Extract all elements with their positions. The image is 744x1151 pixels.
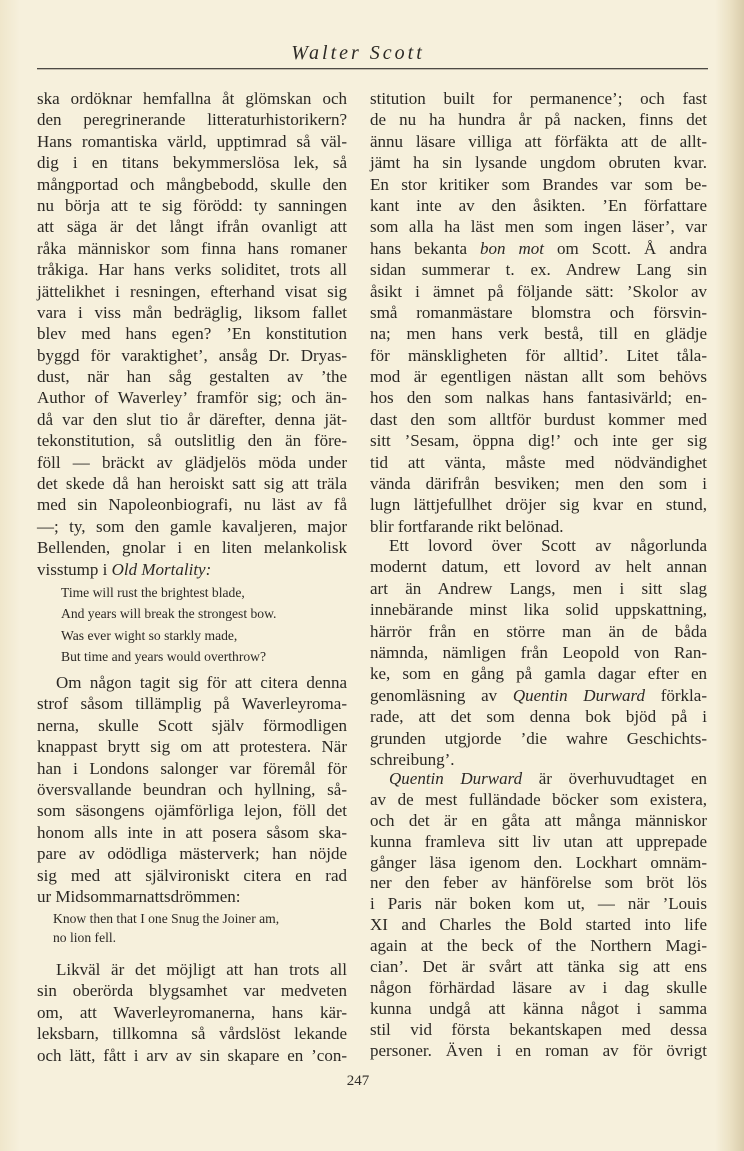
italic-title-text: Quentin Durward — [389, 769, 523, 788]
line-text: stil vid första bekantskapen med dessa — [370, 1019, 707, 1039]
text-line — [37, 559, 347, 580]
text-line — [370, 769, 707, 790]
line-text: XI and Charles the Bold started into life — [370, 915, 707, 935]
line-text: na; men hans verk bestå, till en glädje — [370, 324, 707, 344]
line-text: Bellenden, gnolar i en liten melankolisk — [37, 538, 347, 558]
text-line — [370, 302, 707, 323]
text-line — [370, 494, 707, 515]
line-text: jättelikhet i resningen, efterhand visat sig — [37, 281, 347, 301]
line-text: kunna undgå att känna något i samma — [370, 998, 707, 1018]
line-text: härrör från en större man än de båda — [370, 621, 707, 641]
right-paragraph-1 — [370, 88, 707, 537]
text-line — [370, 621, 707, 642]
line-text: hos den som nalkas hans fantasivärld; en- — [370, 388, 707, 408]
verse-line — [61, 625, 351, 646]
verse-line — [61, 646, 351, 667]
text-line — [370, 216, 707, 237]
line-text: blev med hans egen? ’En konstitution — [37, 324, 347, 344]
text-line — [37, 452, 347, 473]
line-text: again at the beck of the Northern Magi- — [370, 936, 707, 956]
text-line — [37, 366, 347, 387]
line-text: vända därifrån besviken; men den som i — [370, 474, 707, 494]
text-line — [37, 238, 347, 259]
line-text: Likväl är det möjligt att han trots all — [56, 960, 347, 979]
text-line — [370, 873, 707, 894]
line-text: för mänskligheten för alltid’. Litet tåla- — [370, 345, 707, 365]
line-text: schreibung’. — [370, 749, 455, 769]
text-segment: är överhuvudtaget en — [522, 769, 707, 788]
text-line — [370, 832, 707, 853]
left-paragraph-2 — [37, 672, 347, 907]
text-line — [37, 302, 347, 323]
line-text — [370, 686, 707, 705]
line-text: tråkiga. Har hans verks soliditet, trots all — [37, 260, 347, 280]
text-line — [370, 430, 707, 451]
text-line — [370, 387, 707, 408]
right-paragraph-3 — [370, 769, 707, 1061]
line-text: gånger läsa igenom den. Lockhart omnäm- — [370, 852, 707, 872]
line-text: ur Midsommarnattsdrömmen: — [37, 886, 241, 906]
line-text: byggd för varaktighet’, ansåg Dr. Dryas- — [37, 345, 347, 365]
line-text: innebärande minst lika solid uppskattning, — [370, 600, 707, 620]
text-segment: hans bekanta — [370, 238, 481, 258]
text-line — [370, 259, 707, 280]
page-number: 247 — [346, 1073, 370, 1089]
line-text: stitution built for permanence’; och fast — [370, 89, 707, 108]
text-line — [370, 957, 707, 978]
text-line — [37, 980, 347, 1001]
line-text: med sin Napoleonbiografi, nu läst av få — [37, 495, 347, 515]
line-text: ska ordöknar hemfallna åt glömskan och — [37, 89, 347, 108]
text-line — [37, 323, 347, 344]
line-text: grunden utgjorde ’die wahre Geschichts- — [370, 728, 707, 748]
text-line — [37, 736, 347, 757]
text-line — [37, 843, 347, 864]
text-line — [370, 685, 707, 706]
text-line — [37, 516, 347, 537]
verse-line — [61, 582, 351, 603]
text-line — [37, 259, 347, 280]
text-line — [37, 537, 347, 558]
line-text: honom alls inte in att posera såsom ska- — [37, 822, 347, 842]
text-line — [37, 1023, 347, 1044]
line-text: knappast brytt sig om att protestera. När — [37, 737, 347, 757]
line-text: kant inte av den åsikten. ’En författare — [370, 195, 707, 215]
line-text: Know then that I one Snug the Joiner am, — [53, 911, 280, 926]
text-line — [370, 152, 707, 173]
text-line — [37, 216, 347, 237]
italic-title-text: Quentin Durward — [512, 685, 646, 705]
text-line — [370, 366, 707, 387]
line-text: dast den som alltför burdust kommer med — [370, 409, 707, 429]
line-text: mångportad och mångbebodd, skulle den — [37, 174, 347, 194]
left-paragraph-1 — [37, 88, 347, 580]
text-line — [370, 131, 707, 152]
line-text: det skede då han heroiskt satt sig att träla — [37, 474, 347, 494]
line-text: Author of Waverley’ framför sig; och än- — [37, 388, 347, 408]
text-line — [370, 174, 707, 195]
line-text: blir fortfarande rikt belönad. — [370, 516, 564, 536]
text-line — [370, 599, 707, 620]
line-text: och lätt, fått i arv av sin skapare en ’con- — [37, 1045, 347, 1065]
text-line — [37, 1002, 347, 1023]
line-text: i Paris när boken kom ut, — när ’Louis — [370, 894, 707, 914]
line-text: föll — bräckt av glädjelös möda under — [37, 452, 347, 472]
line-text: råka människor som finna hans romaner — [37, 238, 347, 258]
text-line — [37, 345, 347, 366]
text-line — [370, 556, 707, 577]
italic-title-text: bon mot — [480, 238, 545, 258]
left-verse-quote — [61, 582, 351, 667]
text-line — [37, 959, 347, 980]
text-line — [370, 281, 707, 302]
line-text: åsikt i ämnet på följande sätt: ’Skolor av — [370, 281, 707, 301]
line-text: no lion fell. — [53, 930, 117, 945]
text-segment: visstump i — [37, 559, 112, 579]
left-paragraph-3 — [37, 959, 347, 1066]
text-line — [37, 886, 347, 907]
line-text: —; ty, som den gamle kavaljeren, major — [37, 516, 347, 536]
text-line — [37, 822, 347, 843]
text-line — [37, 800, 347, 821]
line-text: vara i viss mån bedräglig, liksom fallet — [37, 302, 347, 322]
text-line — [37, 195, 347, 216]
text-line — [370, 409, 707, 430]
line-text: lugn lättjefullhet dröjer sig kvar en stund, — [370, 495, 707, 515]
text-line — [370, 663, 707, 684]
text-line — [370, 853, 707, 874]
text-line — [370, 811, 707, 832]
line-text: sitt ’Sesam, öppna dig!’ och inte ger sig — [370, 431, 707, 451]
line-text: And years will break the strongest bow. — [61, 606, 277, 622]
line-text: översvallande beundran och hyllning, så- — [37, 779, 347, 799]
line-text: av de mest fulländade böcker som existera, — [370, 789, 707, 809]
line-text: But time and years would overthrow? — [61, 648, 266, 664]
text-line — [370, 936, 707, 957]
line-text: och det är en gåta att många människor — [370, 810, 707, 830]
italic-title-text: Old Mortality: — [111, 559, 212, 579]
line-text: den peregrinerande litteraturhistorikern? — [37, 110, 347, 130]
line-text: då var den slut tio år därefter, denna jät- — [37, 409, 347, 429]
line-text: någon förhärdad läsare av i dag skulle — [370, 977, 707, 997]
line-text: sin oberörda blygsamhet var medveten — [37, 981, 347, 1001]
text-line — [37, 131, 347, 152]
text-line — [370, 452, 707, 473]
text-line — [370, 790, 707, 811]
text-line — [37, 865, 347, 886]
line-text: kunna framleva sitt liv utan att upprepade — [370, 831, 707, 851]
line-text: leksbarn, tillkomna så vårdslöst lekande — [37, 1024, 347, 1044]
line-text: ännu läsare villiga att förfäkta att de allt- — [370, 131, 707, 151]
line-text: mod är egentligen nästan allt som behövs — [370, 367, 707, 387]
text-line — [37, 281, 347, 302]
text-line — [370, 1041, 707, 1062]
line-text: strof såsom tillämplig på Waverleyroma- — [37, 694, 347, 714]
line-text: Was ever wight so starkly made, — [61, 627, 238, 643]
line-text: ner den feber av hänförelse som bröt lös — [370, 873, 707, 893]
line-text: personer. Även i en roman av för övrigt — [370, 1040, 707, 1060]
line-text: ke, som en gång på gamla dagar efter en — [370, 664, 707, 684]
line-text: jämt ha sin lysande ungdom obruten kvar. — [370, 153, 707, 173]
line-text: nerna, skulle Scott själv förmodligen — [37, 715, 347, 735]
line-text: nämnda, nämligen från Leopold von Ran- — [370, 642, 707, 662]
text-segment: förkla- — [645, 685, 707, 705]
verse-line — [53, 909, 347, 928]
text-line — [370, 473, 707, 494]
text-line — [370, 195, 707, 216]
line-text: att säga är det långt ifrån ovanligt att — [37, 217, 347, 237]
text-line — [37, 174, 347, 195]
line-text: cian’. Det är svårt att tänka sig att ens — [370, 957, 707, 977]
text-line — [370, 749, 707, 770]
line-text: Hans romantiska värld, upptimrad så väl- — [37, 131, 347, 151]
text-line — [37, 494, 347, 515]
text-line — [370, 1020, 707, 1041]
verse-line — [61, 603, 351, 624]
line-text: sig med att självironiskt citera en rad — [37, 865, 347, 885]
line-text: dust, när han såg gestalten av ’the — [37, 367, 347, 387]
text-line — [37, 88, 347, 109]
text-line — [37, 109, 347, 130]
text-line — [370, 578, 707, 599]
verse-line — [53, 928, 347, 947]
line-text: som alla ha läst men som ingen läser’, var — [370, 217, 707, 237]
text-line — [37, 387, 347, 408]
text-line — [37, 409, 347, 430]
text-line — [370, 109, 707, 130]
line-text: nu börja att te sig förödd: ty sanningen — [37, 195, 347, 215]
text-line — [37, 473, 347, 494]
text-line — [370, 728, 707, 749]
text-line — [370, 915, 707, 936]
text-line — [370, 894, 707, 915]
text-line — [37, 693, 347, 714]
text-line — [370, 516, 707, 537]
line-text — [370, 239, 707, 258]
line-text: modernt datum, ett lovord av helt annan — [370, 557, 707, 577]
line-text: om, att Waverleyromanerna, hans kär- — [37, 1002, 347, 1022]
line-text — [389, 769, 707, 788]
right-paragraph-2 — [370, 535, 707, 770]
text-line — [370, 345, 707, 366]
line-text: tid att vänta, måste med nödvändighet — [370, 452, 707, 472]
text-line — [37, 758, 347, 779]
running-head-title: Walter Scott — [291, 42, 425, 64]
text-line — [370, 999, 707, 1020]
line-text: Time will rust the brightest blade, — [61, 585, 245, 600]
text-line — [37, 715, 347, 736]
line-text: rade, att det som denna bok bjöd på i — [370, 707, 707, 727]
header-rule — [37, 68, 708, 69]
left-shakespeare-quote — [53, 909, 347, 947]
text-line — [370, 535, 707, 556]
line-text — [37, 560, 211, 579]
line-text: tekonstitution, så outslitlig den än före- — [37, 431, 347, 451]
text-line — [37, 430, 347, 451]
line-text: små romanmästare blomstra och försvin- — [370, 302, 707, 322]
text-line — [37, 779, 347, 800]
text-line — [37, 672, 347, 693]
text-line — [370, 642, 707, 663]
text-line — [370, 238, 707, 259]
line-text: Ett lovord över Scott av någorlunda — [389, 536, 707, 555]
text-segment: genomläsning av — [370, 685, 513, 705]
text-line — [370, 88, 707, 109]
line-text: Om någon tagit sig för att citera denna — [56, 673, 347, 692]
text-segment: om Scott. Å andra — [544, 238, 708, 258]
line-text: som säsongens ojämförliga lejon, föll det — [37, 801, 347, 821]
text-line — [370, 706, 707, 727]
line-text: sidan summerar t. ex. Andrew Lang sin — [370, 260, 707, 280]
text-line — [37, 152, 347, 173]
line-text: han i Londons salonger var föremål för — [37, 758, 347, 778]
text-line — [37, 1045, 347, 1066]
text-line — [370, 978, 707, 999]
line-text: dig i en titans bekymmerslösa lek, så — [37, 153, 347, 173]
line-text: pare av odödliga mästerverk; han nöjde — [37, 844, 347, 864]
line-text: En stor kritiker som Brandes var som be- — [370, 174, 707, 194]
text-line — [370, 323, 707, 344]
line-text: de nu ha hundra år på nacken, finns det — [370, 110, 707, 130]
line-text: art än Andrew Langs, men i sitt slag — [370, 578, 707, 598]
